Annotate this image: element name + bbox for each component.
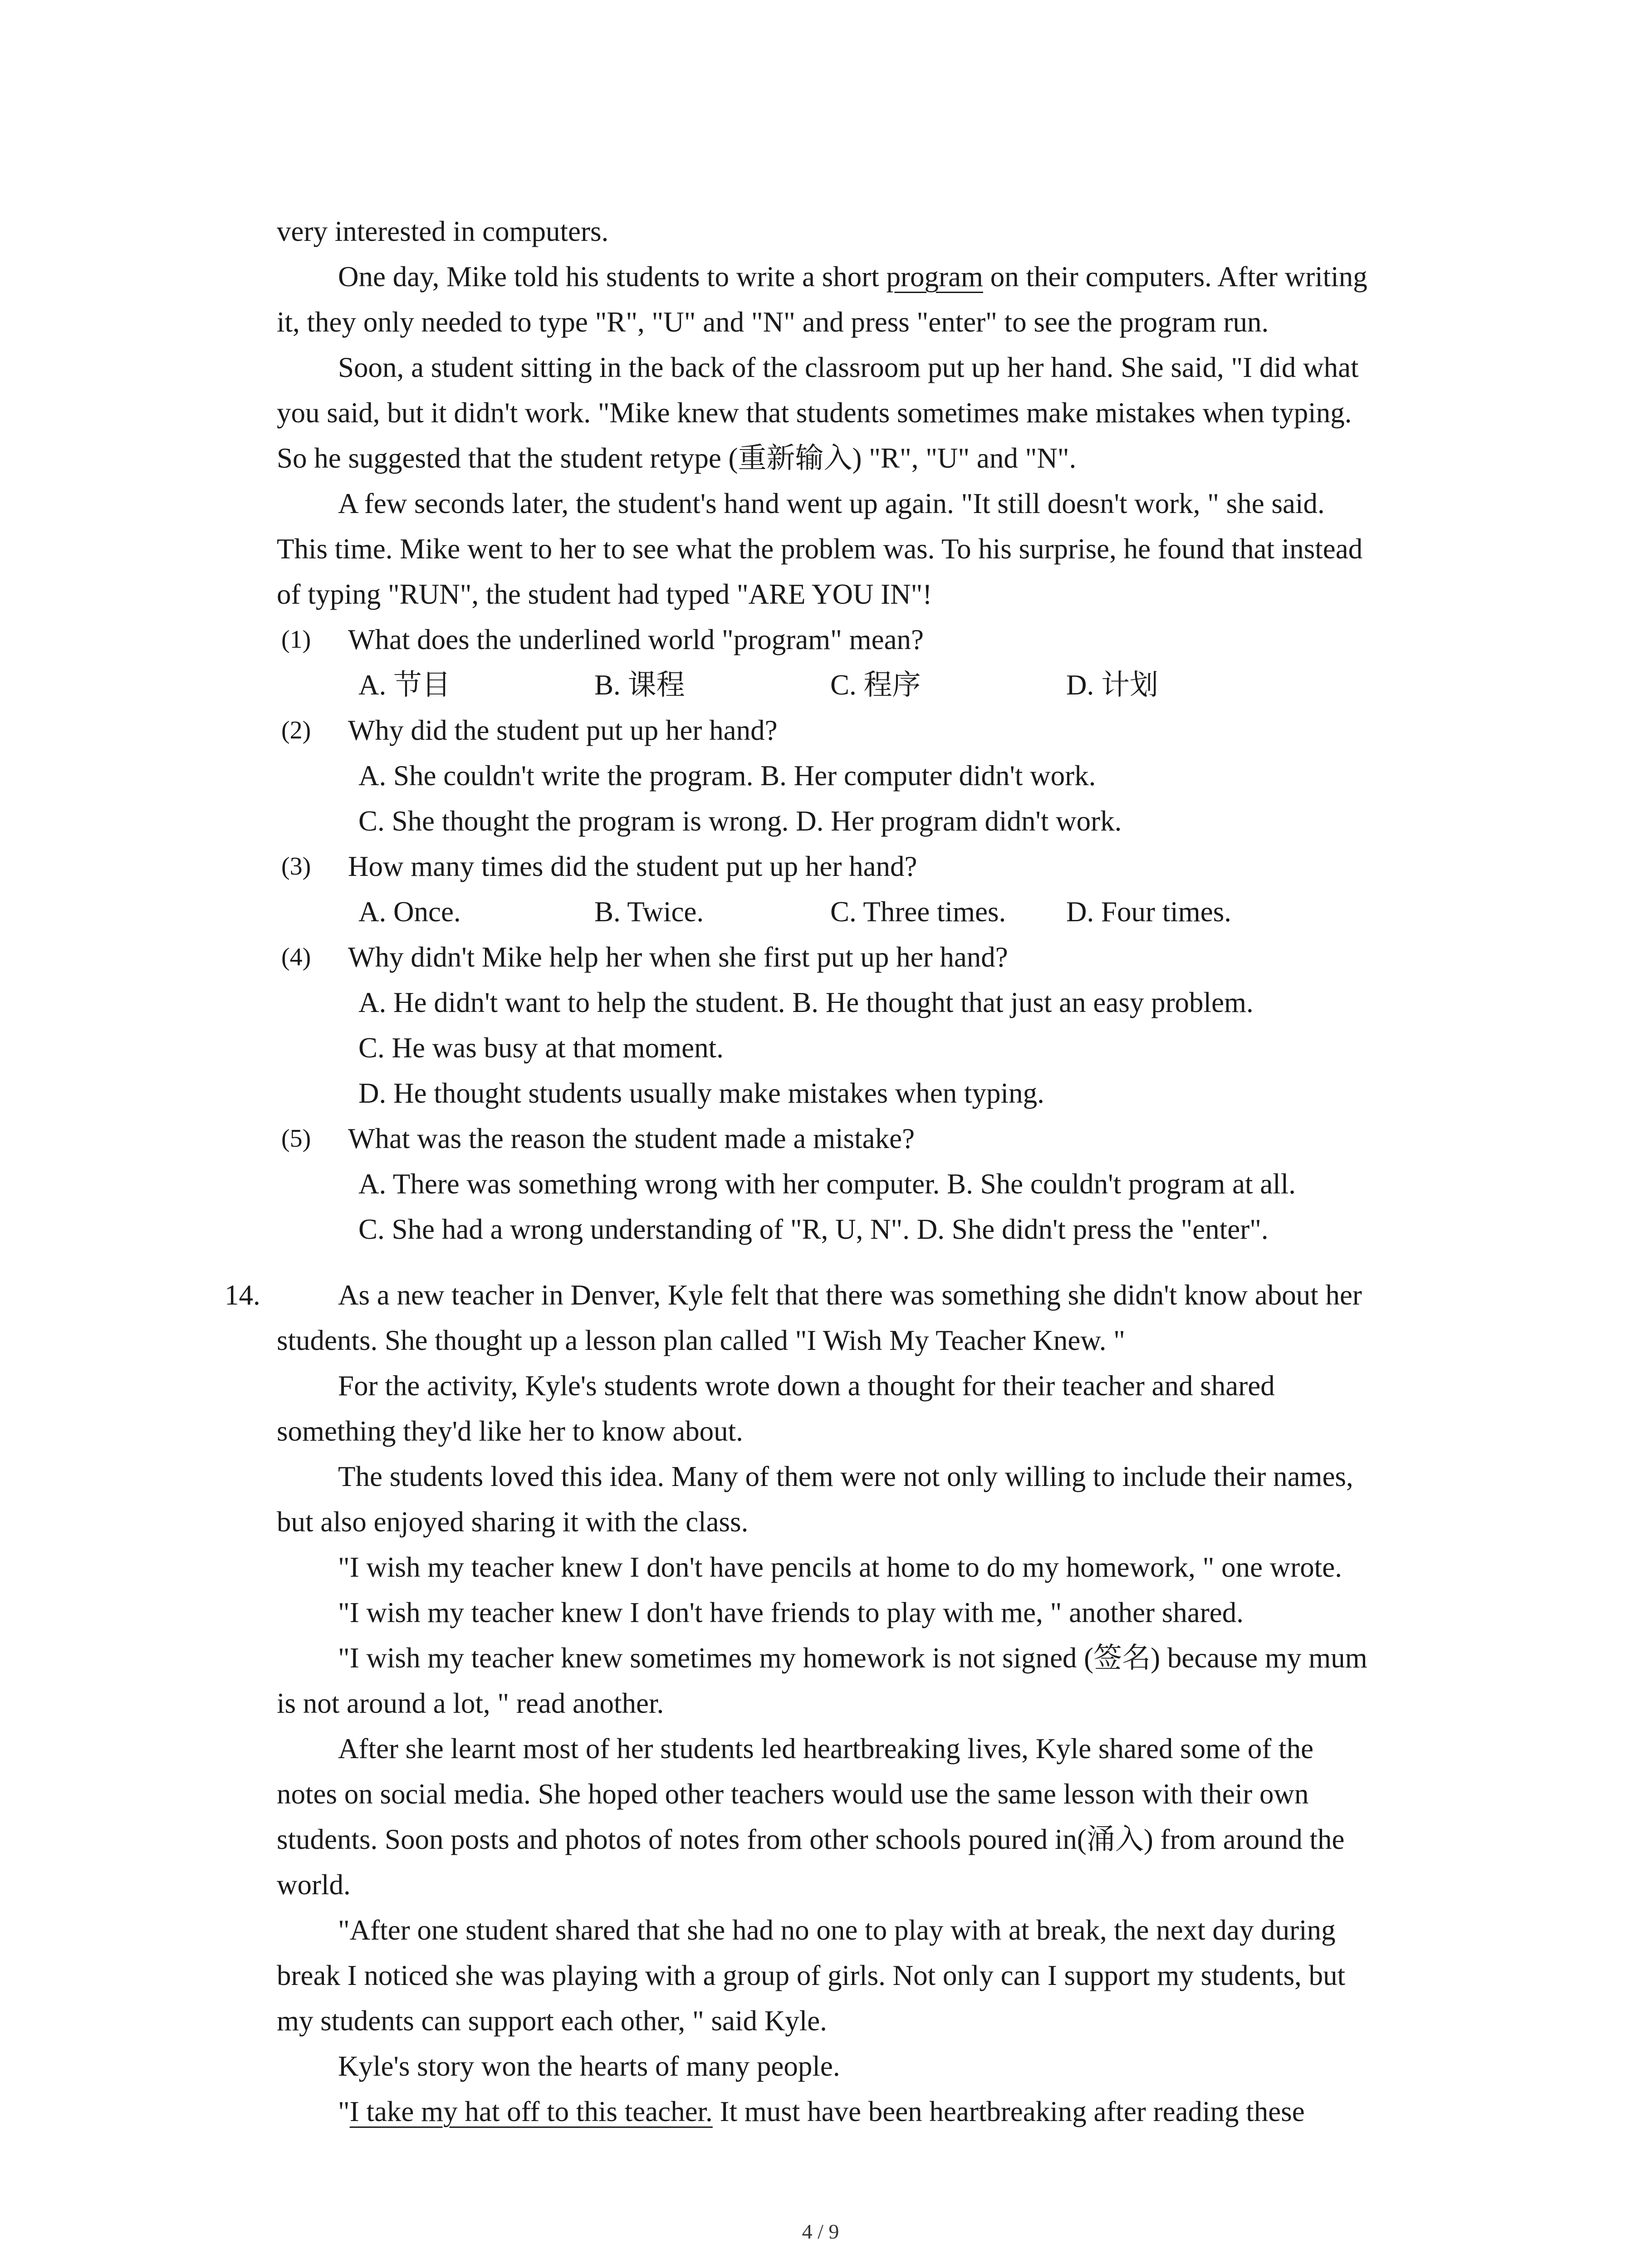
p14-line-7: "I wish my teacher knew I don't have pencils at home to do my homework, " one wrote.	[338, 1551, 1342, 1583]
q5-text: What was the reason the student made a mistake?	[348, 1123, 915, 1154]
p14-line-14: world.	[277, 1869, 351, 1901]
q1-text: What does the underlined world "program" mean?	[348, 624, 924, 655]
q5-options-row-1: A. There was something wrong with her computer. B. She couldn't program at all.	[358, 1168, 1296, 1200]
p14-line-19	[338, 2093, 1305, 2130]
q1-option-b: B. 课程	[594, 669, 685, 701]
q5-options-row-2: C. She had a wrong understanding of "R, U, N". D. She didn't press the "enter".	[358, 1213, 1269, 1245]
underlined-word-program: program	[886, 261, 983, 293]
p14-line-19a: "	[338, 2096, 350, 2127]
p14-line-13: students. Soon posts and photos of notes from other schools poured in(涌入) from around the	[277, 1823, 1345, 1855]
p13-line-2	[338, 259, 1367, 295]
q1-option-d: D. 计划	[1066, 669, 1158, 701]
p14-line-1: As a new teacher in Denver, Kyle felt that there was something she didn't know about her	[338, 1279, 1362, 1311]
p14-line-5: The students loved this idea. Many of them were not only willing to include their names,	[338, 1461, 1353, 1492]
q3-number: (3)	[281, 852, 311, 880]
q4-text: Why didn't Mike help her when she first put up her hand?	[348, 941, 1008, 973]
p14-line-2: students. She thought up a lesson plan called "I Wish My Teacher Knew. "	[277, 1325, 1125, 1356]
q1-option-c: C. 程序	[830, 669, 921, 701]
q3-option-a: A. Once.	[358, 896, 461, 928]
p14-line-12: notes on social media. She hoped other teachers would use the same lesson with their own	[277, 1778, 1309, 1810]
q3-option-c: C. Three times.	[830, 896, 1006, 928]
p14-line-8: "I wish my teacher knew I don't have friends to play with me, " another shared.	[338, 1597, 1244, 1628]
q2-options-row-2: C. She thought the program is wrong. D. Her program didn't work.	[358, 805, 1122, 837]
q4-options-row-2: C. He was busy at that moment.	[358, 1032, 724, 1064]
p13-line-5: you said, but it didn't work. "Mike knew that students sometimes make mistakes when typing.	[277, 397, 1352, 429]
underlined-sentence: I take my hat off to this teacher.	[349, 2096, 713, 2127]
p14-line-9: "I wish my teacher knew sometimes my homework is not signed (签名) because my mum	[338, 1642, 1367, 1674]
p14-line-4: something they'd like her to know about.	[277, 1415, 743, 1447]
q4-number: (4)	[281, 943, 311, 971]
p13-line-6: So he suggested that the student retype (重新输入) "R", "U" and "N".	[277, 442, 1077, 474]
q2-number: (2)	[281, 716, 311, 744]
p13-line-2a: One day, Mike told his students to write a short	[338, 261, 887, 293]
p14-line-16: break I noticed she was playing with a group of girls. Not only can I support my students, but	[277, 1960, 1346, 1991]
q4-options-row-3: D. He thought students usually make mistakes when typing.	[358, 1077, 1044, 1109]
p13-line-9: of typing "RUN", the student had typed "ARE YOU IN"!	[277, 578, 932, 610]
p13-line-1: very interested in computers.	[277, 215, 609, 247]
p14-line-11: After she learnt most of her students led heartbreaking lives, Kyle shared some of the	[338, 1733, 1314, 1765]
q5-number: (5)	[281, 1124, 311, 1153]
p14-number: 14.	[225, 1279, 260, 1311]
p14-line-15: "After one student shared that she had no one to play with at break, the next day during	[338, 1914, 1336, 1946]
p13-line-8: This time. Mike went to her to see what the problem was. To his surprise, he found that instead	[277, 533, 1363, 565]
q2-text: Why did the student put up her hand?	[348, 714, 778, 746]
p13-line-7: A few seconds later, the student's hand went up again. "It still doesn't work, " she said.	[338, 488, 1325, 519]
p14-line-3: For the activity, Kyle's students wrote down a thought for their teacher and shared	[338, 1370, 1275, 1402]
p14-line-19b: It must have been heartbreaking after reading these	[712, 2096, 1305, 2127]
p14-line-18: Kyle's story won the hearts of many people.	[338, 2050, 840, 2082]
q1-number: (1)	[281, 626, 311, 654]
q2-options-row-1: A. She couldn't write the program. B. Her computer didn't work.	[358, 760, 1096, 792]
q4-options-row-1: A. He didn't want to help the student. B. He thought that just an easy problem.	[358, 987, 1254, 1018]
q1-option-a: A. 节目	[358, 669, 451, 701]
p13-line-2b: on their computers. After writing	[983, 261, 1367, 293]
q3-text: How many times did the student put up her hand?	[348, 850, 917, 882]
p14-line-17: my students can support each other, " said Kyle.	[277, 2005, 827, 2037]
p14-line-10: is not around a lot, " read another.	[277, 1687, 664, 1719]
p13-line-4: Soon, a student sitting in the back of the classroom put up her hand. She said, "I did what	[338, 352, 1359, 383]
q3-option-b: B. Twice.	[594, 896, 704, 928]
p13-line-3: it, they only needed to type "R", "U" and "N" and press "enter" to see the program run.	[277, 306, 1269, 338]
p14-line-6: but also enjoyed sharing it with the class.	[277, 1506, 749, 1538]
q3-option-d: D. Four times.	[1066, 896, 1232, 928]
page-number: 4 / 9	[802, 2220, 839, 2243]
